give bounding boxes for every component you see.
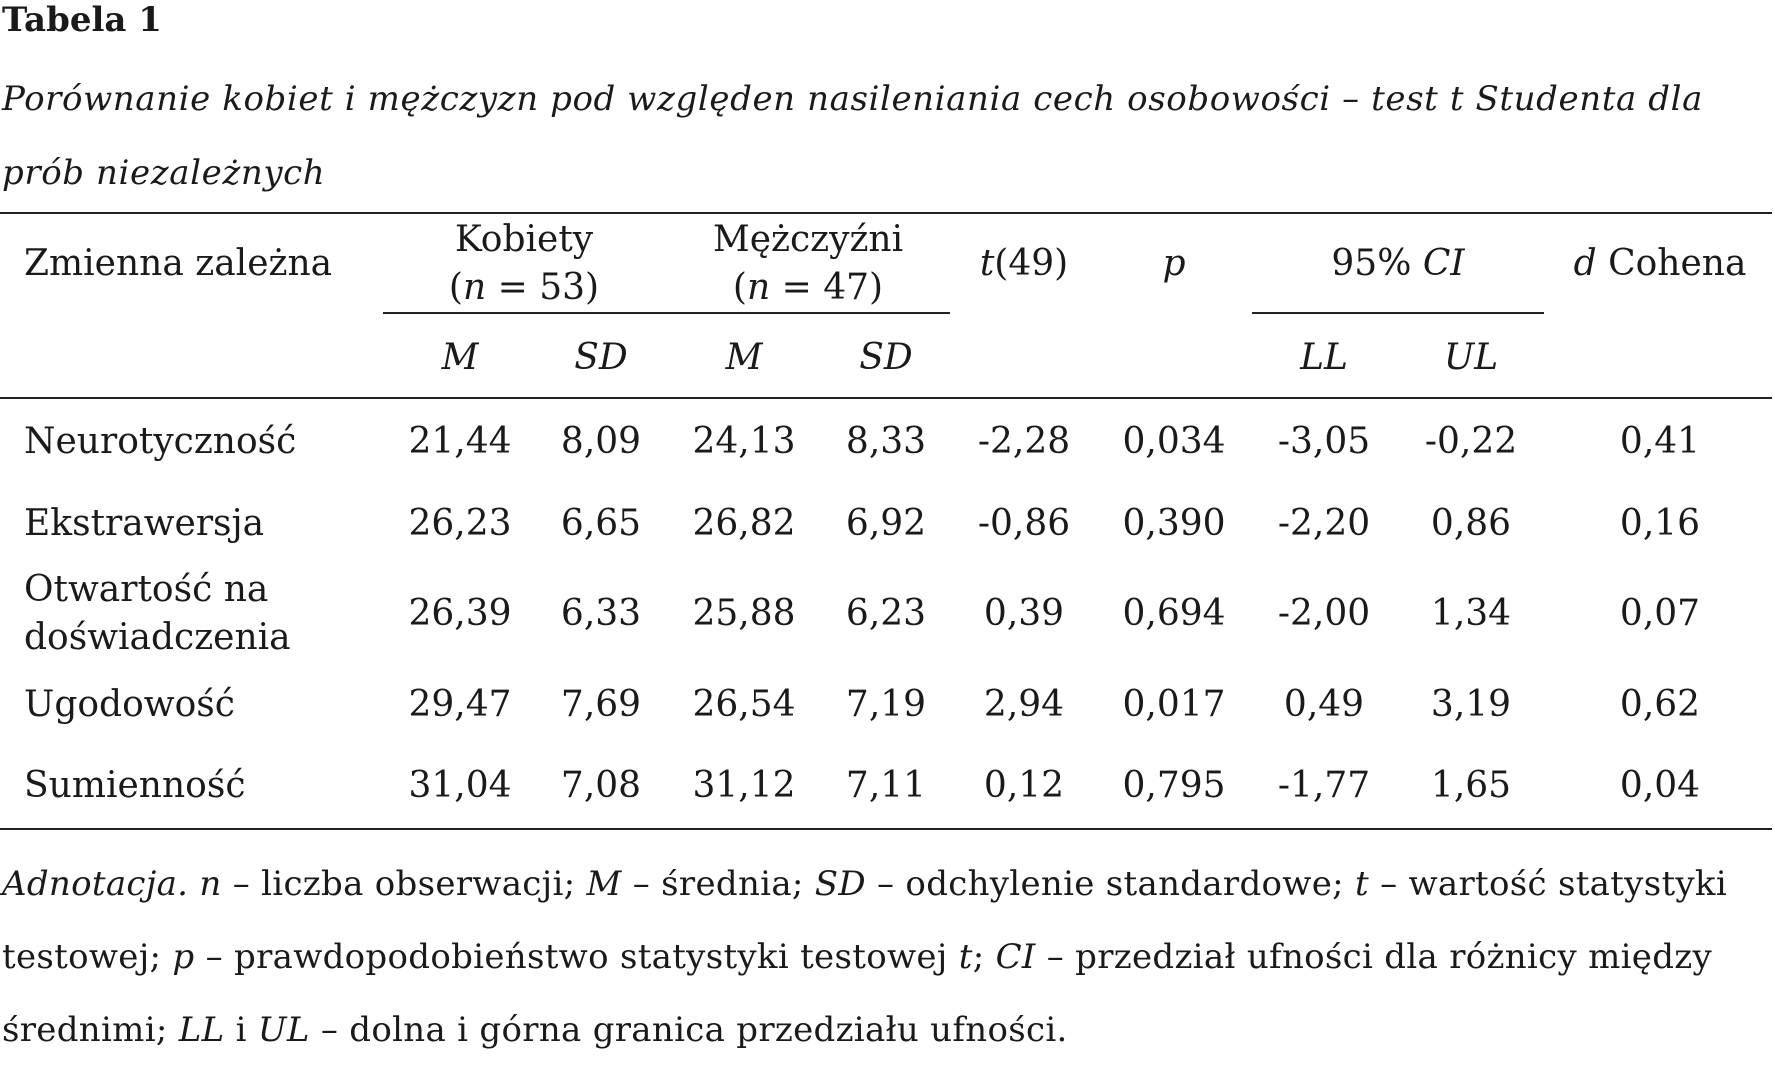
cell-ul: 0,86 bbox=[1430, 503, 1512, 544]
cell-ll: -2,20 bbox=[1277, 503, 1371, 544]
cell-men-m: 25,88 bbox=[692, 593, 796, 634]
cell-t: 0,39 bbox=[983, 593, 1065, 634]
subheader-ul: UL bbox=[1443, 337, 1499, 378]
cell-ll: -2,00 bbox=[1277, 593, 1371, 634]
cell-men-m: 31,12 bbox=[692, 765, 796, 806]
cell-d: 0,41 bbox=[1619, 421, 1701, 462]
header-p: p bbox=[1162, 243, 1186, 284]
cell-men-m: 24,13 bbox=[692, 421, 796, 462]
header-women-n: (n = 53) bbox=[448, 267, 600, 308]
cell-ul: -0,22 bbox=[1424, 421, 1518, 462]
header-cohens-d: d Cohena bbox=[1573, 243, 1747, 284]
cell-t: -2,28 bbox=[977, 421, 1071, 462]
cell-d: 0,04 bbox=[1619, 765, 1701, 806]
bottom-rule bbox=[0, 828, 1772, 830]
cell-women-sd: 8,09 bbox=[560, 421, 642, 462]
cell-men-m: 26,82 bbox=[692, 503, 796, 544]
cell-women-m: 26,39 bbox=[408, 593, 512, 634]
cell-ll: -3,05 bbox=[1277, 421, 1371, 462]
cell-ul: 3,19 bbox=[1430, 684, 1512, 725]
cell-men-sd: 7,19 bbox=[845, 684, 927, 725]
cell-ll: 0,49 bbox=[1283, 684, 1365, 725]
cell-men-sd: 7,11 bbox=[845, 765, 927, 806]
cell-ul: 1,34 bbox=[1430, 593, 1512, 634]
table-caption: Porównanie kobiet i mężczyzn pod względen nasileniania cech osobowości – test t Studenta dla prób niezależnych bbox=[2, 79, 1703, 193]
header-rule bbox=[0, 397, 1772, 399]
cell-men-sd: 6,92 bbox=[845, 503, 927, 544]
row-variable: Ugodowość bbox=[24, 684, 235, 725]
cell-p: 0,034 bbox=[1122, 421, 1226, 462]
cell-women-m: 29,47 bbox=[408, 684, 512, 725]
cell-women-sd: 7,08 bbox=[560, 765, 642, 806]
row-variable: Neurotyczność bbox=[24, 421, 297, 462]
cell-p: 0,017 bbox=[1122, 684, 1226, 725]
cell-p: 0,694 bbox=[1122, 593, 1226, 634]
cell-ul: 1,65 bbox=[1430, 765, 1512, 806]
header-ci: 95% CI bbox=[1331, 243, 1465, 284]
subheader-women-sd: SD bbox=[574, 337, 628, 378]
header-men-group: Mężczyźni bbox=[712, 219, 904, 260]
cell-p: 0,795 bbox=[1122, 765, 1226, 806]
subheader-ll: LL bbox=[1300, 337, 1348, 378]
header-t: t(49) bbox=[979, 243, 1069, 284]
cell-d: 0,16 bbox=[1619, 503, 1701, 544]
cell-women-m: 31,04 bbox=[408, 765, 512, 806]
cell-t: 0,12 bbox=[983, 765, 1065, 806]
row-variable-line1: Otwartość na bbox=[24, 569, 269, 610]
ci-subline bbox=[1252, 312, 1544, 314]
cell-men-sd: 6,23 bbox=[845, 593, 927, 634]
cell-women-sd: 6,33 bbox=[560, 593, 642, 634]
cell-t: 2,94 bbox=[983, 684, 1065, 725]
subheader-women-m: M bbox=[441, 337, 479, 378]
cell-p: 0,390 bbox=[1122, 503, 1226, 544]
cell-men-m: 26,54 bbox=[692, 684, 796, 725]
row-variable-line2: doświadczenia bbox=[24, 617, 291, 658]
cell-d: 0,07 bbox=[1619, 593, 1701, 634]
cell-women-m: 21,44 bbox=[408, 421, 512, 462]
header-variable: Zmienna zależna bbox=[24, 243, 333, 284]
cell-women-sd: 7,69 bbox=[560, 684, 642, 725]
cell-women-sd: 6,65 bbox=[560, 503, 642, 544]
cell-d: 0,62 bbox=[1619, 684, 1701, 725]
header-women-group: Kobiety bbox=[454, 219, 594, 260]
subheader-men-sd: SD bbox=[859, 337, 913, 378]
table-label: Tabela 1 bbox=[2, 0, 162, 40]
cell-women-m: 26,23 bbox=[408, 503, 512, 544]
cell-men-sd: 8,33 bbox=[845, 421, 927, 462]
row-variable: Sumienność bbox=[24, 765, 246, 806]
top-rule bbox=[0, 212, 1772, 214]
row-variable: Ekstrawersja bbox=[24, 503, 265, 544]
cell-ll: -1,77 bbox=[1277, 765, 1371, 806]
subheader-men-m: M bbox=[725, 337, 763, 378]
group-subline bbox=[383, 312, 950, 314]
table-note: Adnotacja. n – liczba obserwacji; M – średnia; SD – odchylenie standardowe; t – wartość statystyki testowej; p – prawdopodobieństwo statystyki testowej t; CI – przedział ufności dla różnicy między średnimi; LL i UL – dolna i górna granica przedziału ufności. bbox=[2, 864, 1727, 1050]
cell-t: -0,86 bbox=[977, 503, 1071, 544]
header-men-n: (n = 47) bbox=[732, 267, 884, 308]
